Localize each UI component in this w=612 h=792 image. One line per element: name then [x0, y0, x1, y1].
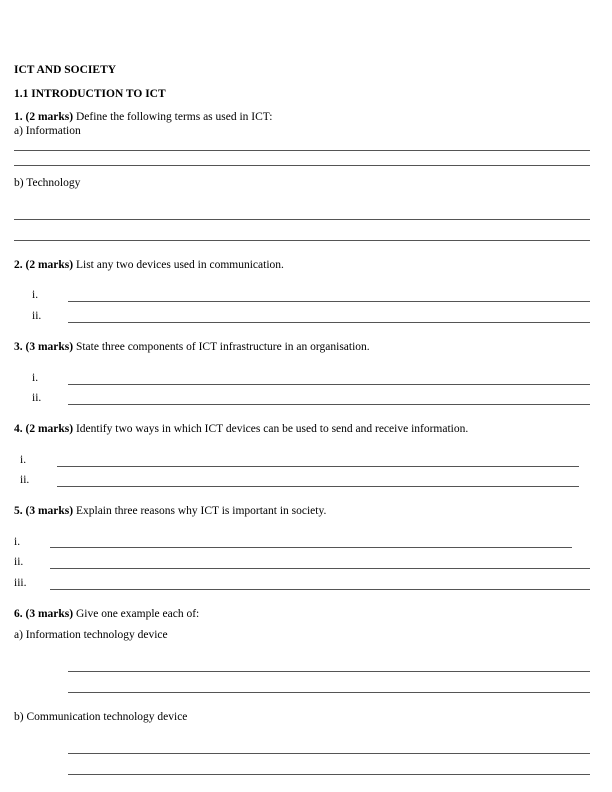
question-text: Define the following terms as used in ICT: [75, 111, 273, 123]
part-label: a) Information [14, 125, 81, 137]
answer-line[interactable] [68, 322, 590, 323]
question-2 [14, 259, 284, 272]
question-text: Explain three reasons why ICT is important in society. [75, 505, 327, 517]
answer-line[interactable] [57, 486, 579, 487]
question-number: 5. [14, 505, 23, 517]
question-5 [14, 505, 326, 518]
answer-line[interactable] [50, 547, 572, 548]
answer-line[interactable] [68, 692, 590, 693]
answer-line[interactable] [50, 568, 590, 569]
question-text: Give one example each of: [75, 608, 200, 620]
answer-line[interactable] [14, 219, 590, 220]
question-text: State three components of ICT infrastructure in an organisation. [75, 341, 370, 353]
answer-line[interactable] [68, 753, 590, 754]
question-marks: (2 marks) [25, 423, 74, 435]
part-label: b) Technology [14, 177, 81, 189]
question-text: List any two devices used in communication. [75, 259, 284, 271]
item-label: i. [32, 372, 39, 384]
answer-line[interactable] [68, 671, 590, 672]
question-3 [14, 341, 370, 354]
item-label: i. [14, 536, 21, 548]
question-number: 4. [14, 423, 23, 435]
question-marks: (2 marks) [25, 259, 74, 271]
question-marks: (2 marks) [25, 111, 74, 123]
answer-line[interactable] [14, 165, 590, 166]
question-number: 2. [14, 259, 23, 271]
item-label: ii. [20, 474, 30, 486]
question-6 [14, 608, 199, 621]
answer-line[interactable] [68, 384, 590, 385]
item-label: ii. [14, 556, 24, 568]
question-text: Identify two ways in which ICT devices can be used to send and receive information. [75, 423, 469, 435]
question-marks: (3 marks) [25, 505, 74, 517]
answer-line[interactable] [14, 150, 590, 151]
answer-line[interactable] [50, 589, 590, 590]
part-label: b) Communication technology device [14, 711, 188, 723]
item-label: ii. [32, 310, 42, 322]
answer-line[interactable] [14, 240, 590, 241]
item-label: i. [32, 289, 39, 301]
item-label: i. [20, 454, 27, 466]
page-title: ICT AND SOCIETY [14, 64, 117, 76]
question-4 [14, 423, 468, 436]
question-marks: (3 marks) [25, 608, 74, 620]
answer-line[interactable] [68, 774, 590, 775]
question-number: 6. [14, 608, 23, 620]
section-title: 1.1 INTRODUCTION TO ICT [14, 88, 166, 100]
question-marks: (3 marks) [25, 341, 74, 353]
question-number: 3. [14, 341, 23, 353]
question-number: 1. [14, 111, 23, 123]
answer-line[interactable] [57, 466, 579, 467]
question-1 [14, 111, 272, 124]
item-label: iii. [14, 577, 27, 589]
answer-line[interactable] [68, 404, 590, 405]
answer-line[interactable] [68, 301, 590, 302]
part-label: a) Information technology device [14, 629, 168, 641]
item-label: ii. [32, 392, 42, 404]
